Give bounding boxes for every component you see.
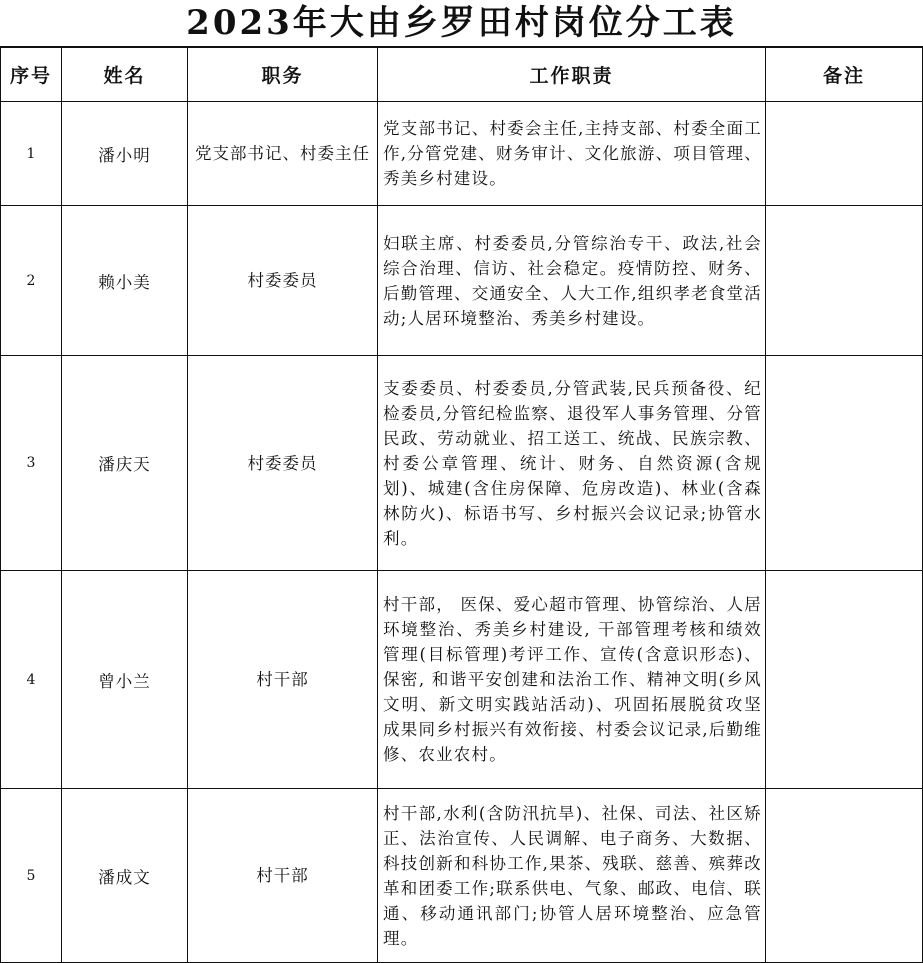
row-remark	[766, 356, 923, 571]
header-name: 姓名	[62, 48, 188, 102]
table-header-row	[1, 48, 923, 102]
row-position: 村干部	[188, 571, 378, 789]
row-duties: 妇联主席、村委委员,分管综治专干、政法,社会综合治理、信访、社会稳定。疫情防控、财务、后勤管理、交通安全、人大工作,组织孝老食堂活动;人居环境整治、秀美乡村建设。	[378, 206, 766, 356]
header-remark: 备注	[766, 48, 923, 102]
row-name: 潘小明	[62, 102, 188, 206]
table-row	[1, 102, 923, 206]
row-seq: 5	[1, 789, 62, 963]
row-remark	[766, 102, 923, 206]
row-seq: 1	[1, 102, 62, 206]
row-seq: 3	[1, 356, 62, 571]
row-duties: 村干部， 医保、爱心超市管理、协管综治、人居环境整治、秀美乡村建设, 干部管理考核和绩效管理(目标管理)考评工作、宣传(含意识形态)、保密, 和谐平安创建和法治工作、精神文明(乡风文明、新文明实践站活动)、巩固拓展脱贫攻坚成果同乡村振兴有效衔接、村委会议记录,后勤维修、农业农村。	[378, 571, 766, 789]
duty-table	[0, 47, 923, 963]
header-seq: 序号	[1, 48, 62, 102]
header-duties: 工作职责	[378, 48, 766, 102]
row-duties: 党支部书记、村委会主任,主持支部、村委全面工作,分管党建、财务审计、文化旅游、项目管理、秀美乡村建设。	[378, 102, 766, 206]
row-seq: 2	[1, 206, 62, 356]
row-remark	[766, 789, 923, 963]
row-position: 村委委员	[188, 206, 378, 356]
table-row	[1, 356, 923, 571]
table-row	[1, 571, 923, 789]
header-position: 职务	[188, 48, 378, 102]
row-seq: 4	[1, 571, 62, 789]
row-name: 曾小兰	[62, 571, 188, 789]
row-name: 潘成文	[62, 789, 188, 963]
row-duties: 支委委员、村委委员,分管武装,民兵预备役、纪检委员,分管纪检监察、退役军人事务管理、分管民政、劳动就业、招工送工、统战、民族宗教、村委公章管理、统计、财务、自然资源(含规划)、城建(含住房保障、危房改造)、林业(含森林防火)、标语书写、乡村振兴会议记录;协管水利。	[378, 356, 766, 571]
table-row	[1, 206, 923, 356]
row-duties: 村干部,水利(含防汛抗旱)、社保、司法、社区矫正、法治宣传、人民调解、电子商务、大数据、科技创新和科协工作,果茶、残联、慈善、殡葬改革和团委工作;联系供电、气象、邮政、电信、联通、移动通讯部门;协管人居环境整治、应急管理。	[378, 789, 766, 963]
row-position: 村干部	[188, 789, 378, 963]
row-position: 村委委员	[188, 356, 378, 571]
row-position: 党支部书记、村委主任	[188, 102, 378, 206]
table-row	[1, 789, 923, 963]
row-remark	[766, 206, 923, 356]
row-name: 潘庆天	[62, 356, 188, 571]
page-title: 2023年大由乡罗田村岗位分工表	[0, 0, 923, 47]
row-name: 赖小美	[62, 206, 188, 356]
row-remark	[766, 571, 923, 789]
